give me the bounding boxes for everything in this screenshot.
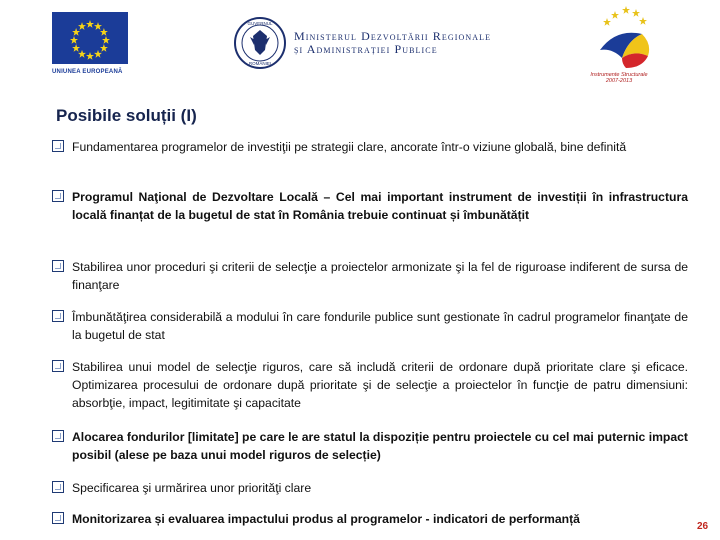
- bullet-text: Specificarea şi urmărirea unor priorităţi clare: [72, 481, 312, 495]
- structural-instruments-logo-icon: [586, 4, 666, 82]
- slide-title: Posibile soluții (I): [56, 106, 197, 125]
- bullet-item: [52, 510, 688, 528]
- bullet-item: [52, 258, 688, 294]
- bullet-item: [52, 138, 688, 156]
- checkbox-bullet-icon: [52, 360, 64, 372]
- bullet-text: Stabilirea unor proceduri şi criterii de selecţie a proiectelor armonizate şi la fel de riguroase indiferent de sursa de finanţare: [72, 260, 688, 292]
- bullet-item: [52, 479, 688, 497]
- checkbox-bullet-icon: [52, 310, 64, 322]
- government-seal-icon: [234, 17, 286, 69]
- checkbox-bullet-icon: [52, 481, 64, 493]
- checkbox-bullet-icon: [52, 140, 64, 152]
- bullet-text: Programul Naţional de Dezvoltare Locală – Cel mai important instrument de investiții în infrastructura locală finanțat de la bugetul de stat în România trebuie continuat și îmbunătățit: [72, 190, 688, 222]
- eu-flag-icon: [52, 12, 128, 64]
- page-number: 26: [697, 521, 709, 532]
- ministry-line-2: și Administrației Publice: [294, 42, 438, 56]
- ministry-line-1: Ministerul Dezvoltării Regionale: [294, 29, 492, 43]
- checkbox-bullet-icon: [52, 190, 64, 202]
- checkbox-bullet-icon: [52, 512, 64, 524]
- bullet-text: Monitorizarea și evaluarea impactului produs al programelor - indicatori de performanță: [72, 512, 580, 526]
- structural-caption: Instrumente Structurale 2007-2013: [590, 72, 648, 84]
- bullet-text: Alocarea fondurilor [limitate] pe care le are statul la dispoziție pentru proiectele cu cel mai puternic impact posibil (alese pe baza unui model riguros de selecție): [72, 430, 688, 462]
- seal-top-text: GUVERNUL: [247, 21, 273, 26]
- ministry-logo: [234, 14, 491, 72]
- ministry-name: [294, 30, 491, 56]
- checkbox-bullet-icon: [52, 430, 64, 442]
- bullet-item: [52, 428, 688, 464]
- bullet-item: [52, 358, 688, 412]
- bullet-item: [52, 308, 688, 344]
- bullet-text: Stabilirea unui model de selecţie riguros, care să includă criterii de ordonare după prioritate clare şi eficace. Optimizarea procesului de ordonare după prioritate şi de selecţie a proiectelor în funcţie de patru dimensiuni: absorbţie, impact, legitimitate şi capacitate: [72, 360, 688, 410]
- eu-caption: UNIUNEA EUROPEANĂ: [52, 69, 123, 75]
- bullet-item: [52, 188, 688, 224]
- seal-bottom-text: ROMÂNIEI: [248, 61, 272, 66]
- eu-logo: [52, 12, 128, 78]
- bullet-text: Îmbunătăţirea considerabilă a modului în care fondurile publice sunt gestionate în cadrul programelor finanţate de la bugetul de stat: [72, 310, 688, 342]
- checkbox-bullet-icon: [52, 260, 64, 272]
- bullet-text: Fundamentarea programelor de investiţii pe strategii clare, ancorate într-o viziune globală, bine definită: [72, 140, 627, 154]
